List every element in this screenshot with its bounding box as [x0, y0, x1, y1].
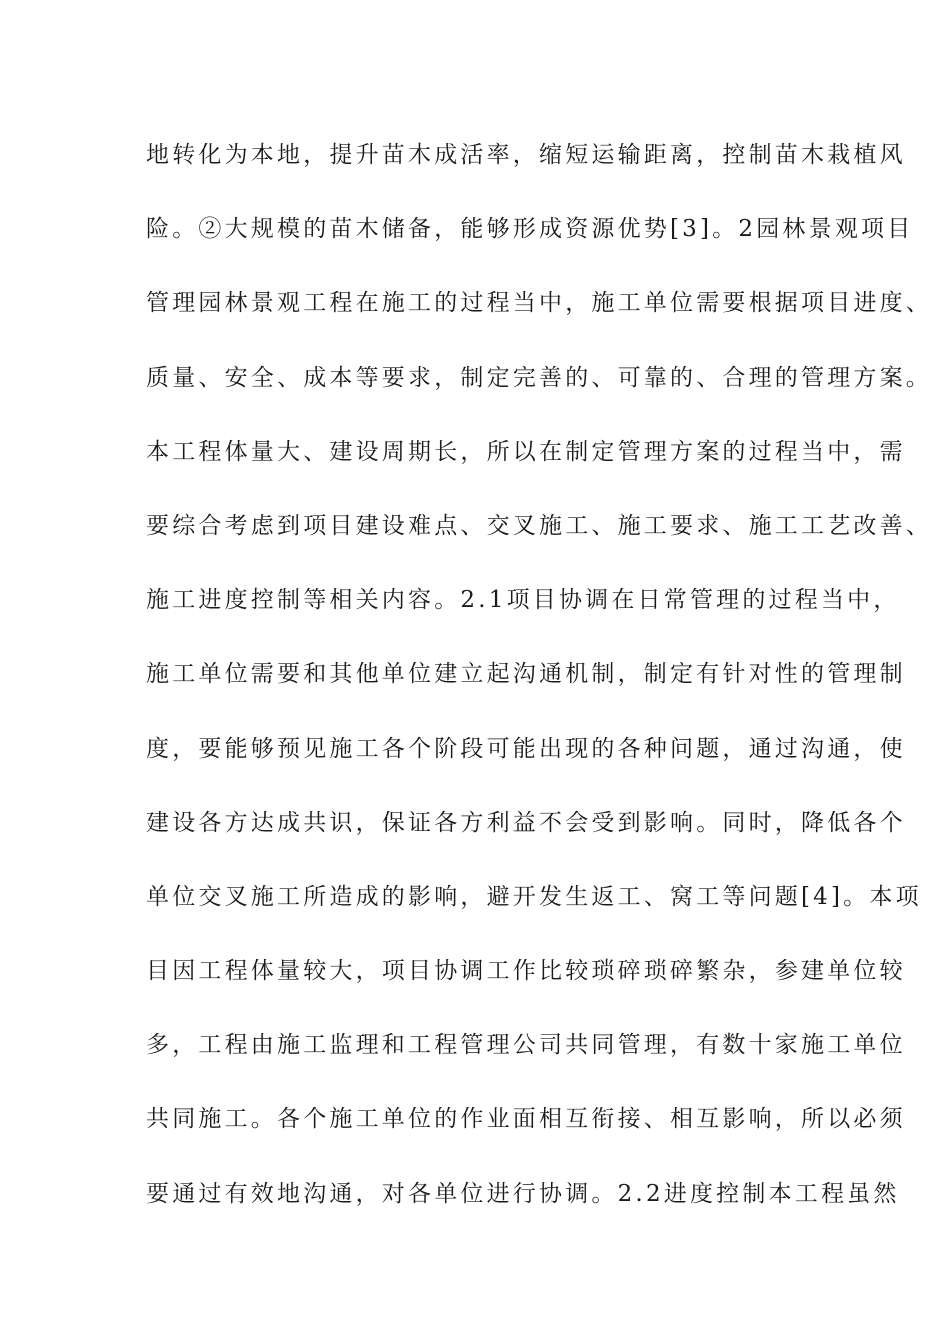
- text-line-9: 度，要能够预见施工各个阶段可能出现的各种问题，通过沟通，使: [146, 735, 906, 762]
- text-line-10: 建设各方达成共识，保证各方利益不会受到影响。同时，降低各个: [146, 809, 906, 836]
- text-line-8: 施工单位需要和其他单位建立起沟通机制，制定有针对性的管理制: [146, 661, 906, 688]
- text-line-7: 施工进度控制等相关内容。2.1项目协调在日常管理的过程当中，: [146, 587, 900, 614]
- text-line-6: 要综合考虑到项目建设难点、交叉施工、施工要求、施工工艺改善、: [146, 512, 932, 539]
- text-line-4: 质量、安全、成本等要求，制定完善的、可靠的、合理的管理方案。: [146, 364, 932, 391]
- body-text: [146, 136, 932, 1249]
- text-line-5: 本工程体量大、建设周期长，所以在制定管理方案的过程当中，需: [146, 438, 906, 465]
- text-line-12: 目因工程体量较大，项目协调工作比较琐碎琐碎繁杂，参建单位较: [146, 958, 906, 985]
- text-line-15: 要通过有效地沟通，对各单位进行协调。2.2进度控制本工程虽然: [146, 1180, 900, 1207]
- text-line-13: 多，工程由施工监理和工程管理公司共同管理，有数十家施工单位: [146, 1032, 906, 1059]
- text-line-14: 共同施工。各个施工单位的作业面相互衔接、相互影响，所以必须: [146, 1106, 906, 1133]
- text-line-1: 地转化为本地，提升苗木成活率，缩短运输距离，控制苗木栽植风: [146, 142, 906, 168]
- text-line-2: 险。②大规模的苗木储备，能够形成资源优势[3]。2园林景观项目: [146, 216, 914, 243]
- text-line-11: 单位交叉施工所造成的影响，避开发生返工、窝工等问题[4]。本项: [146, 883, 922, 910]
- text-line-3: 管理园林景观工程在施工的过程当中，施工单位需要根据项目进度、: [146, 290, 932, 317]
